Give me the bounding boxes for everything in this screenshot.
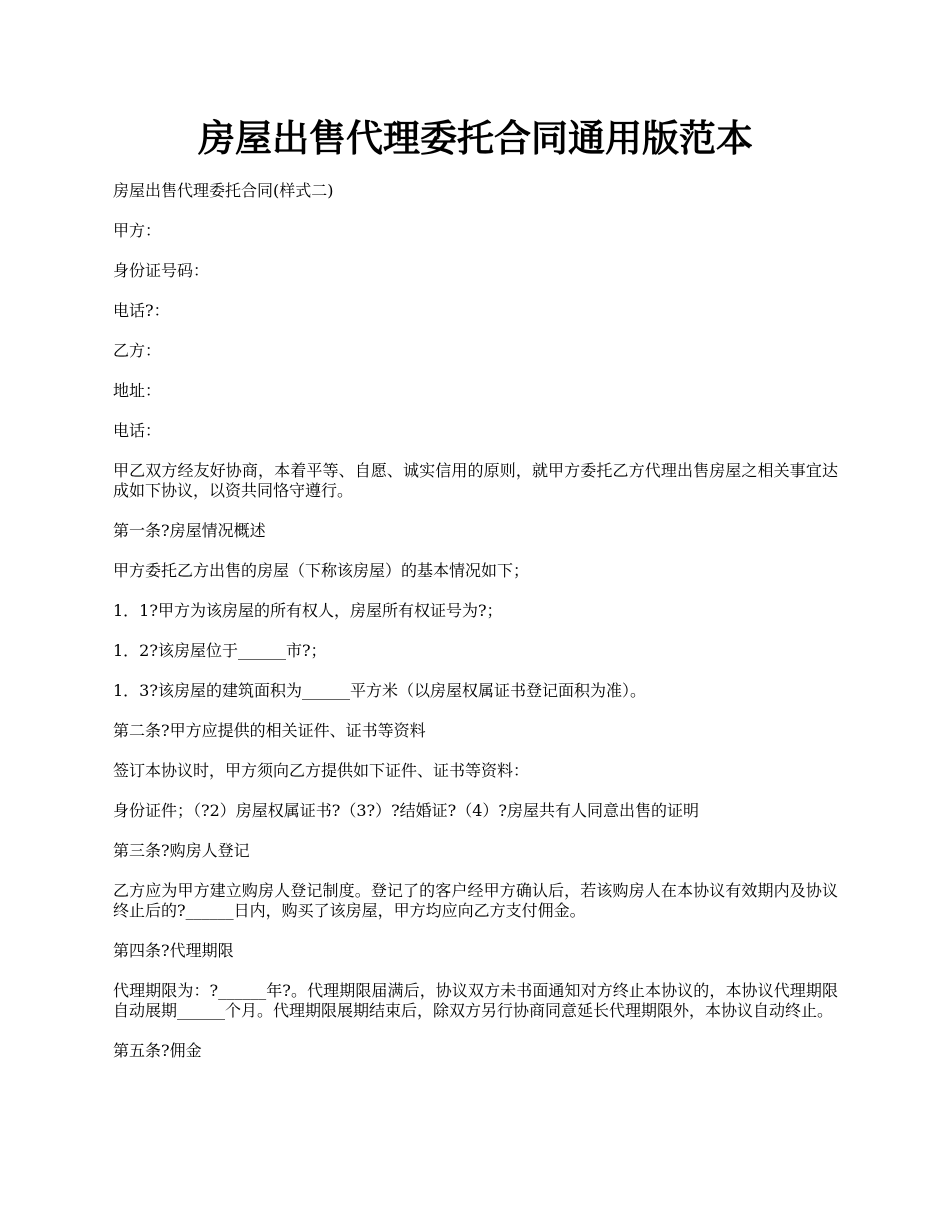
clause-1-1: 1．1?甲方为该房屋的所有权人，房屋所有权证号为?； [113,601,503,620]
section-heading-4: 第四条?代理期限 [113,941,234,960]
paragraph-documents-list: 身份证件；（?2）房屋权属证书?（3?）?结婚证?（4）?房屋共有人同意出售的证明 [113,801,700,820]
paragraph-preamble: 甲乙双方经友好协商，本着平等、自愿、诚实信用的原则，就甲方委托乙方代理出售房屋之相关事宜达成如下协议，以资共同恪守遵行。 [113,461,838,500]
paragraph-phone-b: 电话： [113,421,162,440]
paragraph-agency-term: 代理期限为：?______年?。代理期限届满后，协议双方未书面通知对方终止本协议的，本协议代理期限自动展期______个月。代理期限展期结束后，除双方另行协商同意延长代理期限外，本协议自动终止。 [113,981,838,1020]
paragraph-address: 地址： [113,381,162,400]
section-heading-5: 第五条?佣金 [113,1041,202,1060]
paragraph-documents-intro: 签订本协议时，甲方须向乙方提供如下证件、证书等资料： [113,761,530,780]
paragraph-property-intro: 甲方委托乙方出售的房屋（下称该房屋）的基本情况如下； [113,561,530,580]
document-body [113,181,838,1061]
clause-1-3: 1．3?该房屋的建筑面积为______平方米（以房屋权属证书登记面积为准）。 [113,681,646,700]
section-heading-2: 第二条?甲方应提供的相关证件、证书等资料 [113,721,426,740]
document-title: 房屋出售代理委托合同通用版范本 [198,116,753,160]
clause-1-2: 1．2?该房屋位于______市?； [113,641,327,660]
paragraph-party-a: 甲方： [113,221,162,240]
section-heading-1: 第一条?房屋情况概述 [113,521,266,540]
paragraph-id-number: 身份证号码： [113,261,210,280]
paragraph-buyer-registration: 乙方应为甲方建立购房人登记制度。登记了的客户经甲方确认后，若该购房人在本协议有效期内及协议终止后的?______日内，购买了该房屋，甲方均应向乙方支付佣金。 [113,881,838,920]
paragraph-party-b: 乙方： [113,341,162,360]
paragraph-subtitle: 房屋出售代理委托合同(样式二) [113,181,334,200]
section-heading-3: 第三条?购房人登记 [113,841,250,860]
paragraph-phone-a: 电话?： [113,301,170,320]
